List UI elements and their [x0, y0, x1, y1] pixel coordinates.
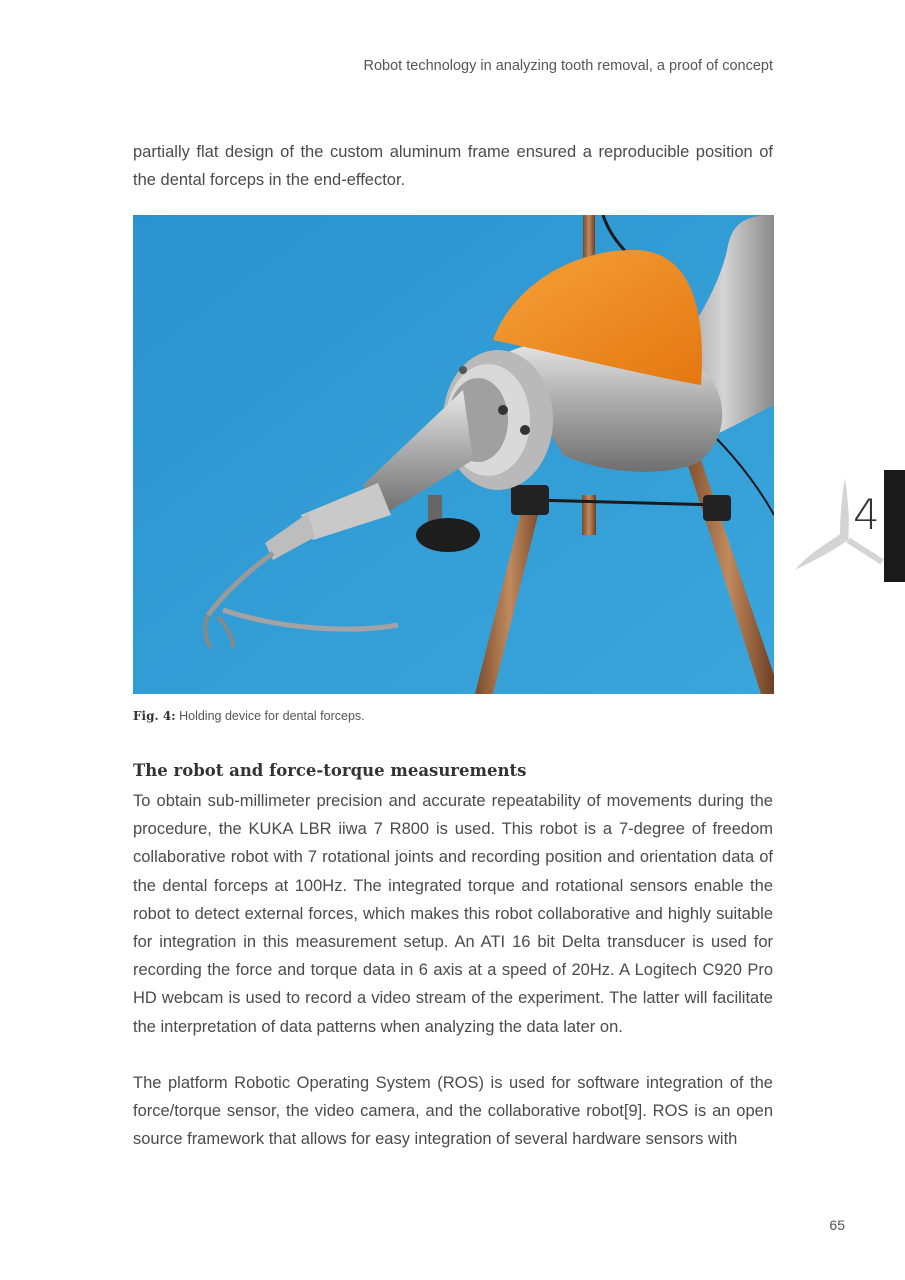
body-paragraph: The platform Robotic Operating System (ROS) is used for software integration of the force/torque sensor, the video camera, and the collaborative robot[9]. ROS is an open source framework that allows for easy integration of several hardware sensors with: [133, 1074, 773, 1149]
robot-photo-illustration: [133, 215, 774, 694]
chapter-tab[interactable]: [884, 470, 905, 582]
body-paragraph: To obtain sub-millimeter precision and accurate repeatability of movements during the procedure, the KUKA LBR iiwa 7 R800 is used. This robot is a 7-degree of freedom collaborative robot with 7 rotational joints and recording position and orientation data of the dental forceps at 100Hz. The integrated torque and rotational sensors enable the robot to detect external forces, which makes this robot collaborative and highly suitable for integration in this measurement setup. An ATI 16 bit Delta transducer is used for recording the force and torque data in 6 axis at a speed of 20Hz. A Logitech C920 Pro HD webcam is used to record a video stream of the experiment. The latter will facilitate the interpretation of data patterns when analyzing the data later on.: [133, 792, 773, 1036]
figure-caption: [133, 709, 365, 723]
page-number: 65: [829, 1217, 845, 1233]
intro-paragraph: partially flat design of the custom aluminum frame ensured a reproducible position of the dental forceps in the end-effector.: [133, 143, 773, 190]
running-header: Robot technology in analyzing tooth removal, a proof of concept: [363, 58, 773, 74]
chapter-number: 4: [853, 490, 880, 539]
figure-caption-label: Fig. 4:: [133, 709, 176, 723]
section-heading: The robot and force-torque measurements: [133, 761, 527, 780]
figure-caption-text: Holding device for dental forceps.: [179, 709, 365, 723]
figure-photo: [133, 215, 774, 694]
